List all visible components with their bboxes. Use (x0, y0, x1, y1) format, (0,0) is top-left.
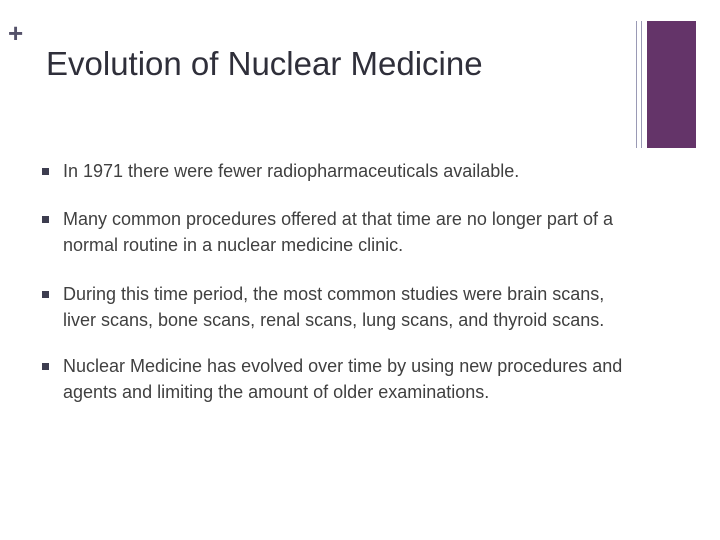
plus-icon: + (8, 18, 24, 48)
bullet-item (40, 158, 640, 184)
bullet-item (40, 206, 640, 258)
square-bullet-icon (42, 291, 49, 298)
decorative-accent-block (647, 21, 696, 148)
decorative-double-line (636, 21, 642, 148)
bullet-text: In 1971 there were fewer radiopharmaceuticals available. (63, 161, 520, 181)
square-bullet-icon (42, 168, 49, 175)
bullet-text: During this time period, the most common studies were brain scans, liver scans, bone scans, renal scans, lung scans, and thyroid scans. (63, 284, 605, 330)
slide-title: Evolution of Nuclear Medicine (46, 45, 483, 82)
bullet-text: Nuclear Medicine has evolved over time by using new procedures and agents and limiting the amount of older examinations. (63, 356, 623, 402)
square-bullet-icon (42, 216, 49, 223)
bullet-list (40, 158, 640, 421)
bullet-item (40, 353, 640, 405)
bullet-text: Many common procedures offered at that time are no longer part of a normal routine in a nuclear medicine clinic. (63, 209, 613, 255)
square-bullet-icon (42, 363, 49, 370)
bullet-item (40, 281, 640, 333)
